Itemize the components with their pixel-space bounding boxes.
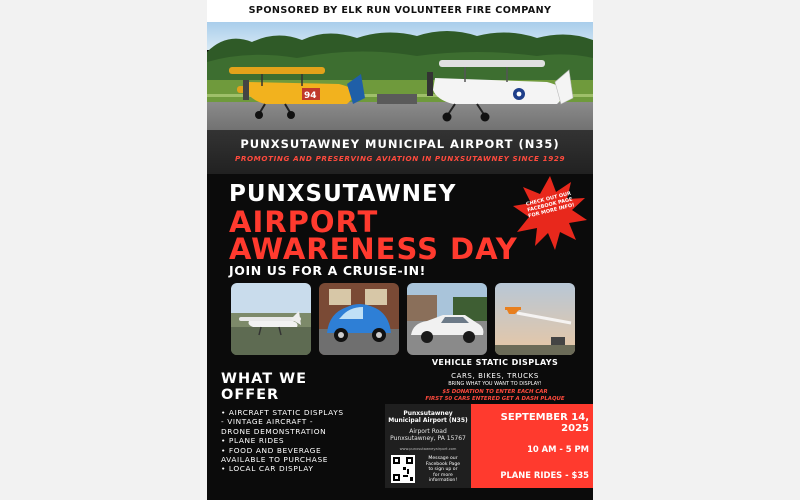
offer-item: - VINTAGE AIRCRAFT - [221, 417, 314, 427]
event-title-line1: PUNXSUTAWNEY [229, 181, 457, 207]
photo-small-plane [231, 283, 311, 355]
vehicle-heading: VEHICLE STATIC DISPLAYS [431, 358, 559, 367]
website-link[interactable]: www.punxsutawneyairport.com [399, 447, 457, 451]
vehicle-donation: $5 DONATION TO ENTER EACH CAR [442, 389, 548, 395]
facebook-line3: to sign up or [428, 467, 458, 473]
airport-tagline: PROMOTING AND PRESERVING AVIATION IN PUNXSUTAWNEY SINCE 1929 [234, 154, 566, 163]
offer-title [221, 371, 307, 403]
location-name-line2: Municipal Airport (N35) [388, 417, 468, 424]
biplanes-illustration [207, 22, 593, 174]
event-title-line2: AIRPORT [229, 205, 379, 239]
event-title-line3: AWARENESS DAY [229, 232, 518, 266]
offer-item: • FOOD AND BEVERAGE [221, 445, 322, 455]
event-time: 10 AM - 5 PM [527, 444, 589, 454]
event-date-line1: SEPTEMBER 14, [500, 412, 589, 423]
plane-rides-price: PLANE RIDES - $35 [500, 470, 589, 480]
vehicle-note: BRING WHAT YOU WANT TO DISPLAY! [448, 381, 542, 387]
starburst-text: CHECK OUT OUR FACEBOOK PAGE FOR MORE INFO! [525, 190, 576, 220]
offer-item: AVAILABLE TO PURCHASE [221, 455, 328, 465]
location-road: Airport Road [409, 428, 447, 435]
sponsor-banner: SPONSORED BY ELK RUN VOLUNTEER FIRE COMPANY [207, 0, 593, 22]
photo-vw-beetle [319, 283, 399, 355]
offer-list [221, 408, 344, 474]
facebook-line2: Facebook Page [425, 461, 461, 467]
offer-item: • LOCAL CAR DISPLAY [221, 464, 314, 474]
facebook-line1: Message our [428, 456, 458, 461]
location-box [385, 404, 471, 488]
offer-title-line2: OFFER [221, 387, 280, 403]
vehicle-plaque: FIRST 50 CARS ENTERED GET A DASH PLAQUE [425, 396, 565, 402]
event-subtitle: JOIN US FOR A CRUISE-IN! [229, 263, 426, 278]
photo-plane-in-flight [495, 283, 575, 355]
airport-name: PUNXSUTAWNEY MUNICIPAL AIRPORT (N35) [240, 137, 560, 151]
location-name-line1: Punxsutawney [403, 410, 453, 417]
location-city: Punxsutawney, PA 15767 [390, 435, 466, 443]
schedule-box [471, 404, 593, 488]
event-poster [207, 0, 593, 500]
facebook-line5: information! [428, 478, 458, 484]
facebook-message [415, 456, 471, 484]
vehicle-types: CARS, BIKES, TRUCKS [451, 372, 539, 380]
offer-item: DRONE DEMONSTRATION [221, 426, 327, 436]
qr-code[interactable] [391, 455, 415, 483]
hero-photo [207, 22, 593, 174]
event-date-line2: 2025 [561, 423, 589, 434]
event-date [471, 412, 589, 434]
plane-number: 94 [304, 91, 317, 101]
offer-title-line1: WHAT WE [221, 371, 308, 387]
location-address [385, 428, 471, 443]
offer-item: • PLANE RIDES [221, 436, 285, 446]
facebook-line4: for more [433, 472, 453, 478]
location-name [385, 410, 471, 424]
photo-white-mustang [407, 283, 487, 355]
offer-item: • AIRCRAFT STATIC DISPLAYS [221, 408, 344, 417]
